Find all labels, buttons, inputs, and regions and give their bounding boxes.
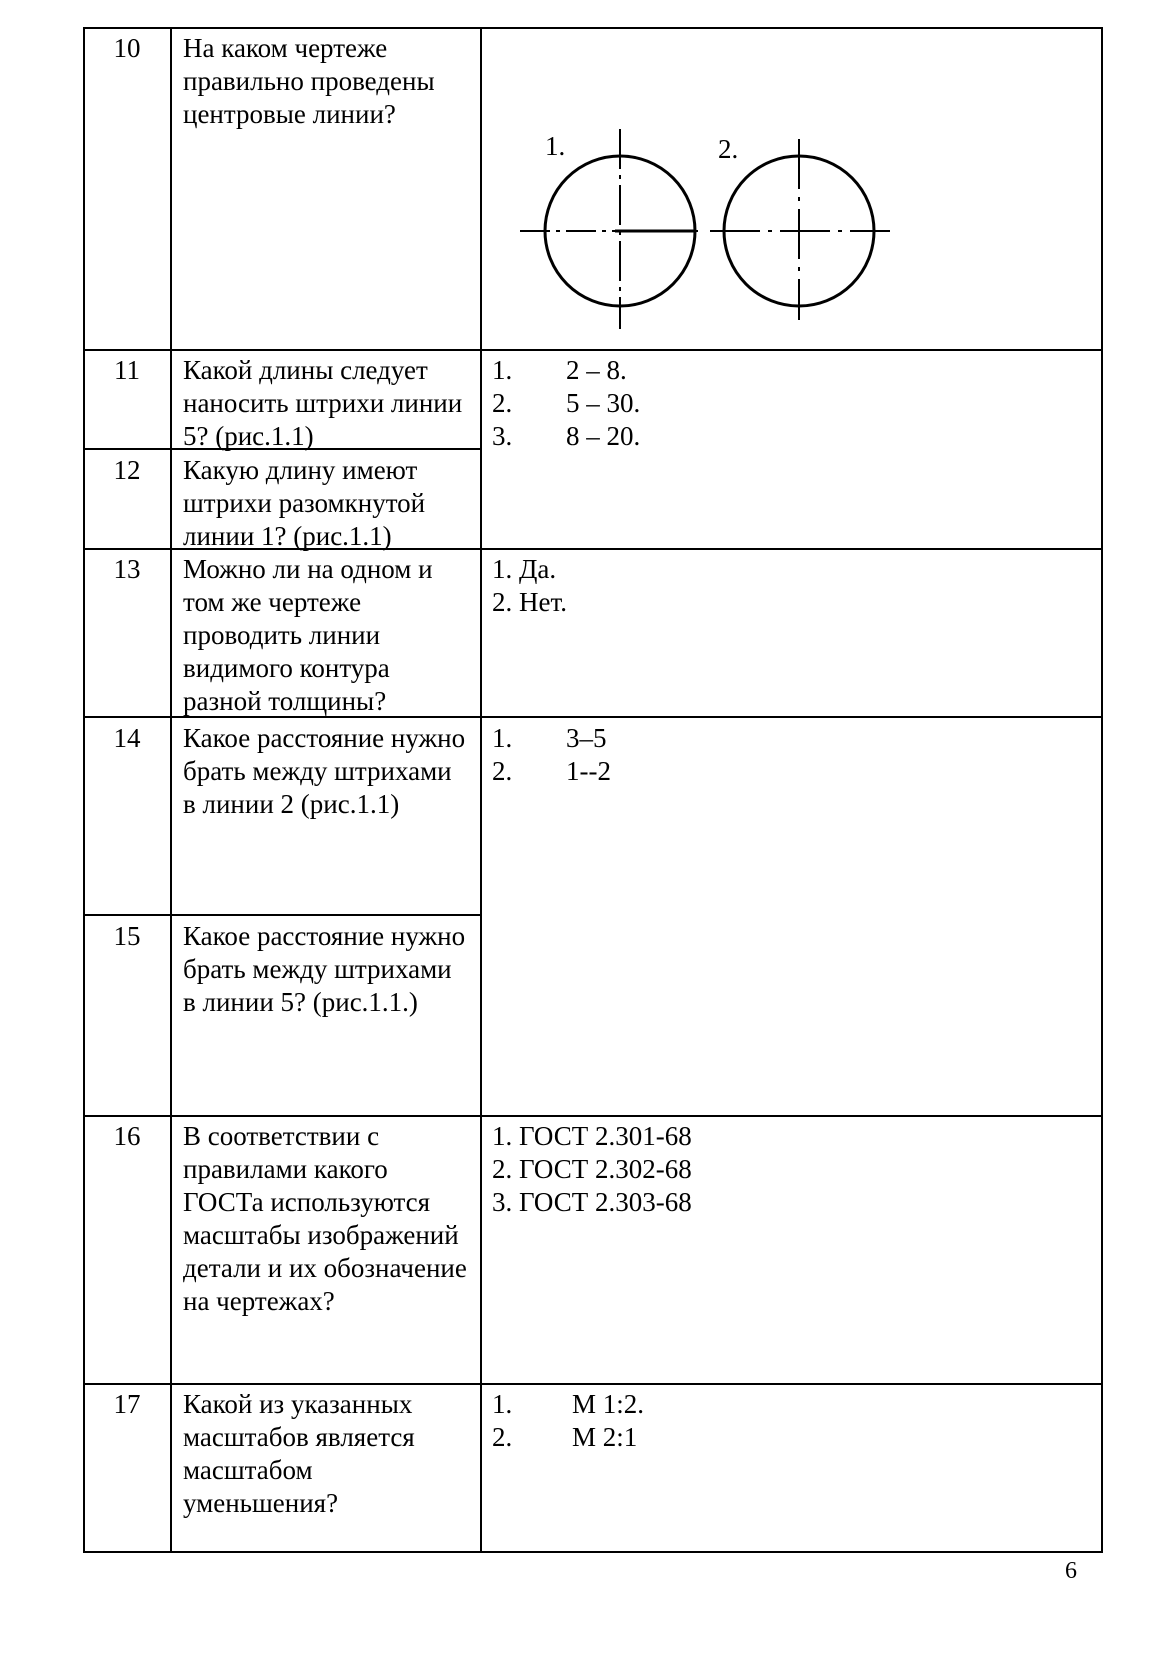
page-number: 6 <box>1065 1558 1077 1584</box>
answer-options <box>492 1388 1092 1454</box>
table-border-right <box>1101 27 1103 1553</box>
answer-options <box>492 354 1092 453</box>
answer-option: 2. М 2:1 <box>492 1422 638 1452</box>
column-divider <box>170 27 172 1553</box>
answer-option: 3. ГОСТ 2.303-68 <box>492 1187 692 1217</box>
centerline-drawings <box>520 115 900 330</box>
figure-label-2: 2. <box>718 134 739 164</box>
row-number: 15 <box>113 921 141 951</box>
answer-option: 1. М 1:2. <box>492 1389 645 1419</box>
column-divider <box>480 27 482 1553</box>
question-text: На каком чертеже правильно проведены центровые линии? <box>183 33 435 129</box>
table-border-top <box>83 27 1102 29</box>
question-text: Какое расстояние нужно брать между штрихами в линии 2 (рис.1.1) <box>183 723 466 819</box>
answer-option: 1. 2 – 8. <box>492 355 627 385</box>
table-border-bottom <box>83 1551 1102 1553</box>
answer-option: 2. 5 – 30. <box>492 388 641 418</box>
question-text: В соответствии с правилами какого ГОСТа используются масштабы изображений детали и их обозначение на чертежах? <box>183 1121 467 1316</box>
row-divider <box>83 914 481 916</box>
question-text: Можно ли на одном и том же чертеже проводить линии видимого контура разной толщины? <box>183 554 433 716</box>
row-number: 12 <box>113 455 141 485</box>
row-number: 13 <box>113 554 141 584</box>
row-number: 17 <box>113 1389 141 1419</box>
answer-option: 2. ГОСТ 2.302-68 <box>492 1154 692 1184</box>
question-text: Какой длины следует наносить штрихи линии 5? (рис.1.1) <box>183 355 463 451</box>
answer-option: 2. 1--2 <box>492 756 611 786</box>
question-text: Какое расстояние нужно брать между штрихами в линии 5? (рис.1.1.) <box>183 921 466 1017</box>
row-divider <box>83 1383 1102 1385</box>
row-number: 10 <box>113 33 141 63</box>
figure-label-1: 1. <box>545 131 566 161</box>
answer-option: 1. 3–5 <box>492 723 607 753</box>
question-text: Какой из указанных масштабов является масштабом уменьшения? <box>183 1389 415 1518</box>
row-number: 11 <box>114 355 140 385</box>
answer-options <box>492 553 1092 619</box>
row-divider <box>83 349 1102 351</box>
question-text: Какую длину имеют штрихи разомкнутой линии 1? (рис.1.1) <box>183 455 426 551</box>
answer-option: 1. ГОСТ 2.301-68 <box>492 1121 692 1151</box>
answer-option: 3. 8 – 20. <box>492 421 641 451</box>
table-border-left <box>83 27 85 1553</box>
row-number: 14 <box>113 723 141 753</box>
row-number: 16 <box>113 1121 141 1151</box>
row-divider <box>83 1115 1102 1117</box>
answer-option: 2. Нет. <box>492 587 568 617</box>
answer-option: 1. Да. <box>492 554 557 584</box>
answer-options <box>492 722 1092 788</box>
answer-options <box>492 1120 1092 1219</box>
